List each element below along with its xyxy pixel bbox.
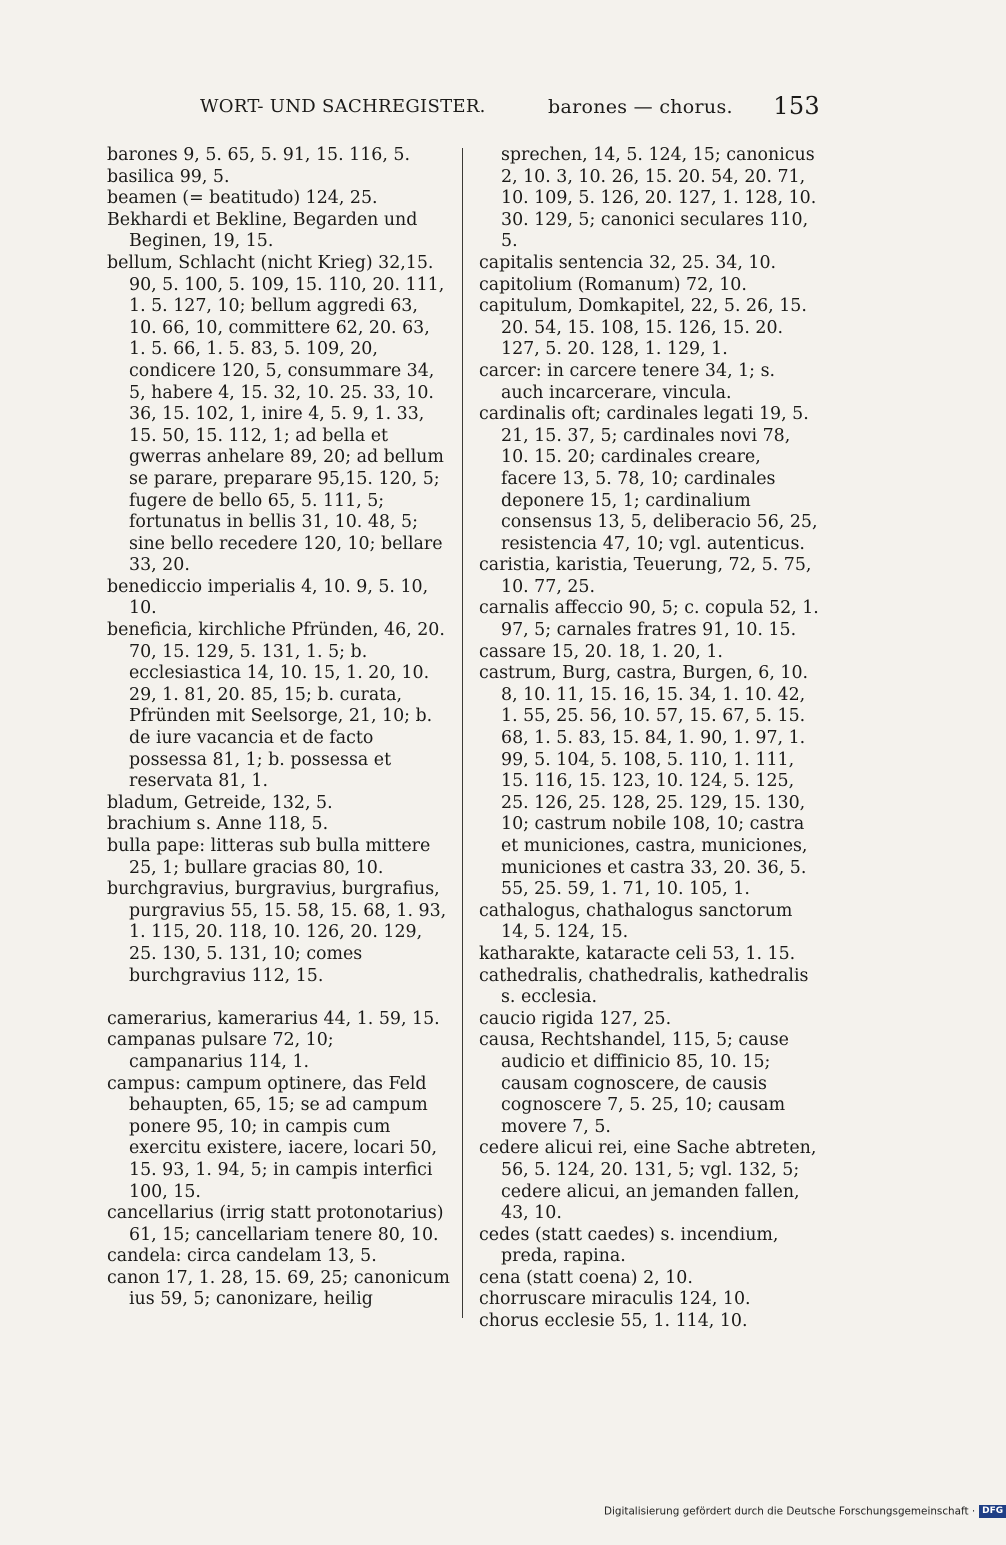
index-entry: bellum, Schlacht (nicht Krieg) 32,15. 90, 5. 100, 5. 109, 15. 110, 20. 111, 1. 5. 127, 10; bellum aggredi 63, 10. 66, 10, committere 62, 20. 63, 1. 5. 66, 1. 5. 83, 5. 109, 20, condicere 120, 5, consummare 34, 5, habere 4, 15. 32, 10. 25. 33, 10. 36, 15. 102, 1, inire 4, 5. 9, 1. 33, 15. 50, 15. 112, 1; ad bella et gwerras anhelare 89, 20; ad bellum se parare, preparare 95,15. 120, 5; fugere de bello 65, 5. 111, 5; fortunatus in bellis 31, 10. 48, 5; sine bello recedere 120, 10; bellare 33, 20. [107,252,445,576]
digitization-credit [604,1505,1006,1521]
index-entry: cathedralis, chathedralis, kathedralis s. ecclesia. [479,965,809,1008]
column-divider [462,148,463,1318]
index-entry: benediccio imperialis 4, 10. 9, 5. 10, 10. [107,576,429,619]
index-entry: capitulum, Domkapitel, 22, 5. 26, 15. 20. 54, 15. 108, 15. 126, 15. 20. 127, 5. 20. 128, 1. 129, 1. [479,296,807,360]
index-entry: cena (statt coena) 2, 10. [479,1267,693,1288]
index-entry: capitolium (Romanum) 72, 10. [479,274,747,295]
index-entry: bladum, Getreide, 132, 5. [107,792,333,813]
index-entry: cancellarius (irrig statt protonotarius) 61, 15; cancellariam tenere 80, 10. [107,1203,444,1245]
index-entry: castrum, Burg, castra, Burgen, 6, 10. 8, 10. 11, 15. 16, 15. 34, 1. 10. 42, 1. 55, 25. 56, 10. 57, 15. 67, 5. 15. 68, 1. 5. 83, 15. 84, 1. 90, 1. 97, 1. 99, 5. 104, 5. 108, 5. 110, 1. 111, 15. 116, 15. 123, 10. 124, 5. 125, 25. 126, 25. 128, 25. 129, 15. 130, 10; castrum nobile 108, 10; castra et municiones, castra, municiones, municiones et castra 33, 20. 36, 5. 55, 25. 59, 1. 71, 10. 105, 1. [479,663,809,900]
index-entry: causa, Rechtshandel, 115, 5; cause audicio et diffinicio 85, 10. 15; causam cognoscere, de causis cognoscere 7, 5. 25, 10; causam movere 7, 5. [479,1030,789,1137]
header-range: barones — chorus. [548,96,733,118]
header-title: WORT- UND SACHREGISTER. [200,96,486,117]
index-entry: katharakte, kataracte celi 53, 1. 15. [479,943,796,964]
index-entry: cardinalis oft; cardinales legati 19, 5. 21, 15. 37, 5; cardinales novi 78, 10. 15. 20; cardinales creare, facere 13, 5. 78, 10; cardinales deponere 15, 1; cardinalium consensus 13, 5, deliberacio 56, 25, resistencia 47, 10; vgl. autenticus. [479,404,818,554]
index-entry: barones 9, 5. 65, 5. 91, 15. 116, 5. [107,145,410,165]
index-entry: canon 17, 1. 28, 15. 69, 25; canonicum ius 59, 5; canonizare, heilig [107,1267,450,1310]
index-entry: cedere alicui rei, eine Sache abtreten, 56, 5. 124, 20. 131, 5; vgl. 132, 5; cedere alicui, an jemanden fallen, 43, 10. [479,1138,817,1224]
index-entry: beneficia, kirchliche Pfründen, 46, 20. 70, 15. 129, 5. 131, 1. 5; b. ecclesiastica 14, 10. 15, 1. 20, 10. 29, 1. 81, 20. 85, 15; b. curata, Pfründen mit Seelsorge, 21, 10; b. de iure vacancia et de facto possessa 81, 1; b. possessa et reservata 81, 1. [107,620,445,792]
index-entry: candela: circa candelam 13, 5. [107,1246,377,1267]
index-entry: beamen (= beatitudo) 124, 25. [107,188,378,209]
index-entry: cathalogus, chathalogus sanctorum 14, 5. 124, 15. [479,900,793,943]
dfg-logo: DFG [979,1505,1006,1518]
index-entry: burchgravius, burgravius, burgrafius, purgravius 55, 15. 58, 15. 68, 1. 93, 1. 115, 20. 118, 10. 126, 20. 129, 25. 130, 5. 131, 10; comes burchgravius 112, 15. [107,879,447,986]
left-column [107,145,450,1311]
credit-text: Digitalisierung gefördert durch die Deutsche Forschungsgemeinschaft · [604,1505,976,1518]
index-entry: Bekhardi et Bekline, Begarden und Beginen, 19, 15. [107,209,418,252]
index-entry: basilica 99, 5. [107,166,230,187]
index-entry: cassare 15, 20. 18, 1. 20, 1. [479,641,723,662]
index-entry: brachium s. Anne 118, 5. [107,814,329,835]
index-entry: capitalis sentencia 32, 25. 34, 10. [479,252,777,273]
page-number: 153 [773,92,820,120]
section-gap [107,987,450,1009]
right-column [479,145,819,1333]
index-entry: caristia, karistia, Teuerung, 72, 5. 75, 10. 77, 25. [479,555,812,597]
index-entry: campus: campum optinere, das Feld behaupten, 65, 15; se ad campum ponere 95, 10; in campis cum exercitu existere, iacere, locari 50, 15. 93, 1. 94, 5; in campis interfici 100, 15. [107,1073,438,1202]
index-entry: carnalis affeccio 90, 5; c. copula 52, 1. 97, 5; carnales fratres 91, 10. 15. [479,598,819,641]
index-entry: caucio rigida 127, 25. [479,1008,672,1029]
index-entry: campanas pulsare 72, 10; campanarius 114, 1. [107,1030,334,1072]
index-entry: carcer: in carcere tenere 34, 1; s. auch incarcerare, vincula. [479,360,776,403]
index-entry: cedes (statt caedes) s. incendium, preda, rapina. [479,1224,779,1267]
index-entry: bulla pape: litteras sub bulla mittere 25, 1; bullare gracias 80, 10. [107,836,431,878]
index-entry-continued: sprechen, 14, 5. 124, 15; canonicus 2, 10. 3, 10. 26, 15. 20. 54, 20. 71, 10. 109, 5. 126, 20. 127, 1. 128, 10. 30. 129, 5; canonici seculares 110, 5. [501,145,817,252]
index-entry: camerarius, kamerarius 44, 1. 59, 15. [107,1008,440,1029]
running-header [200,94,820,124]
index-entry: chorruscare miraculis 124, 10. [479,1289,751,1310]
index-entry: chorus ecclesie 55, 1. 114, 10. [479,1311,748,1332]
